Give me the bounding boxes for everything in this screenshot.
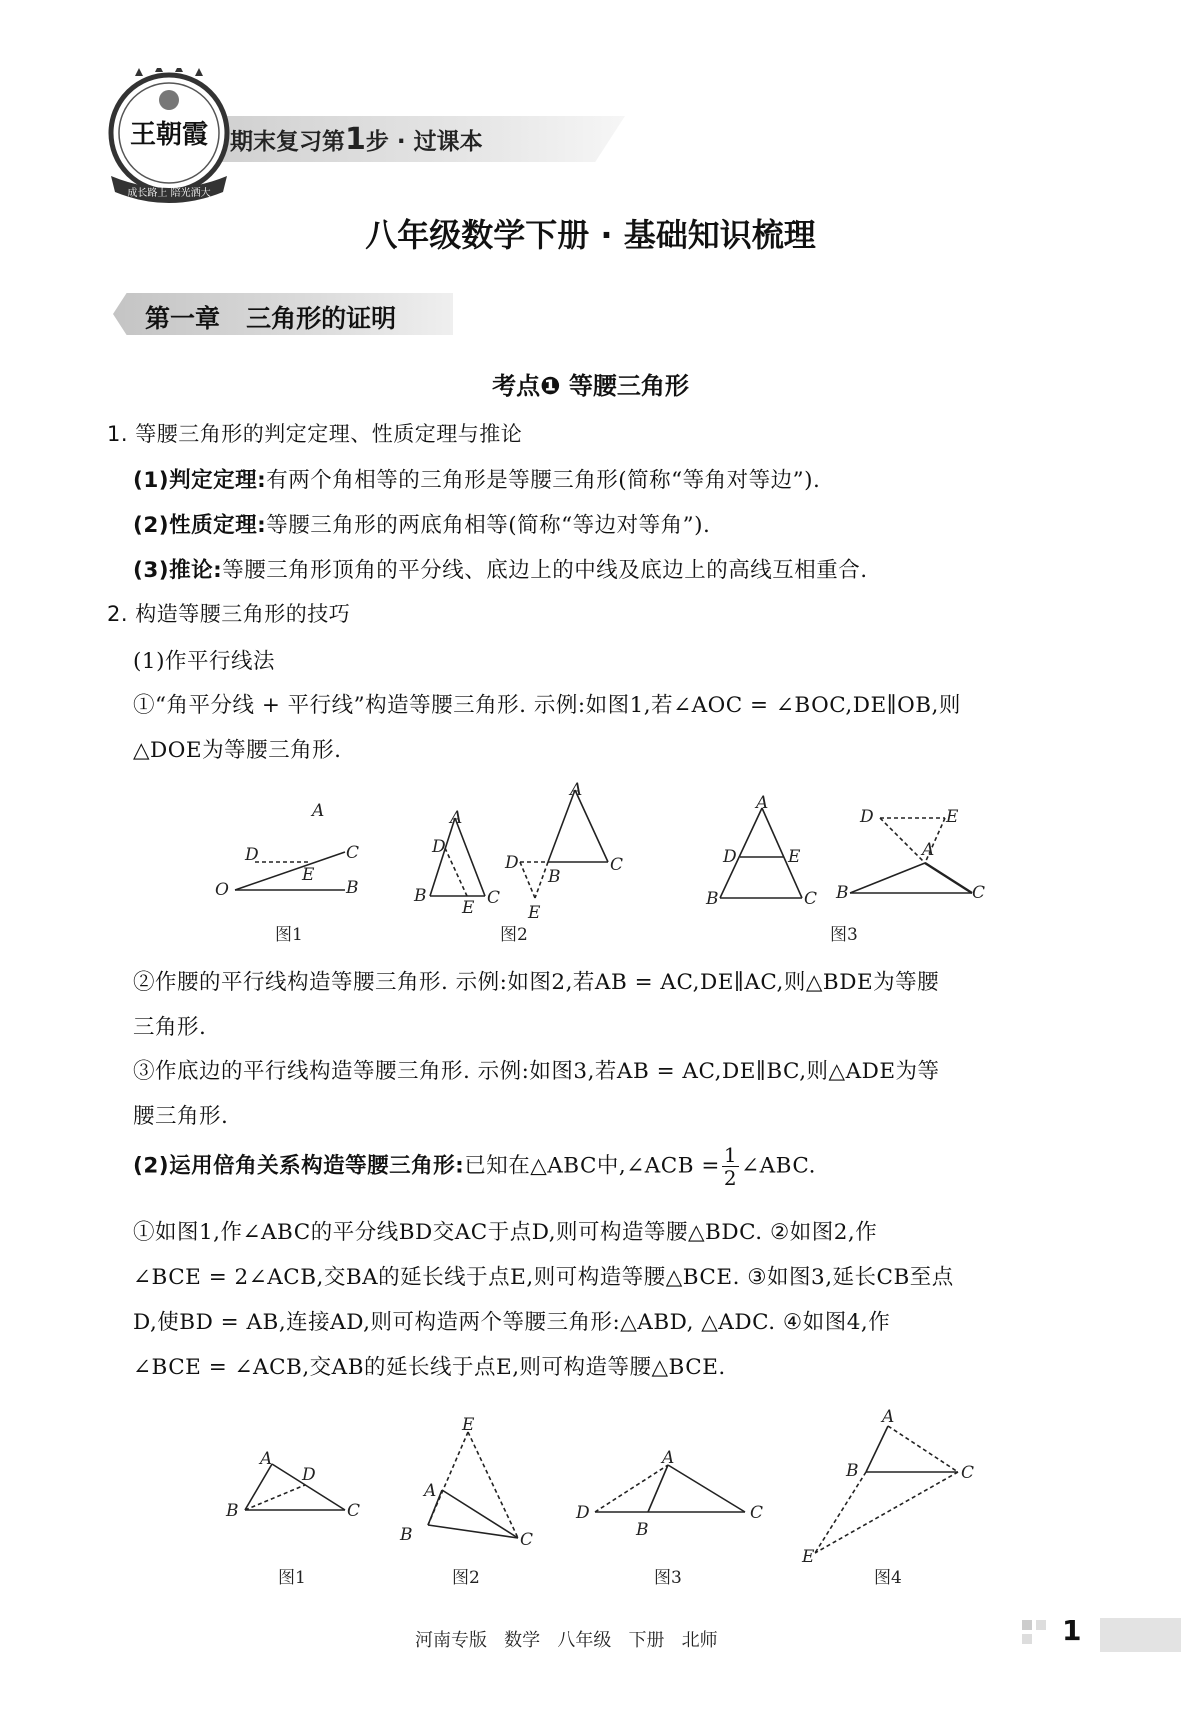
- row1-fig3-label-A2: A: [922, 840, 935, 860]
- row1-fig3-label-E2: E: [946, 807, 959, 827]
- row2-fig4-label-E: E: [802, 1547, 815, 1567]
- row1-fig2-label-B: B: [414, 886, 427, 906]
- row2-fig1-label-B: B: [226, 1501, 239, 1521]
- row1-fig2-label-A: A: [450, 808, 463, 828]
- row1-fig2-label-E: E: [462, 898, 475, 918]
- row2-caption-4: 图4: [874, 1568, 902, 1588]
- section2-p3-line2: 腰三角形.: [133, 1104, 229, 1129]
- row1-fig3-label-C: C: [804, 889, 818, 909]
- section2-sub2: (2)运用倍角关系构造等腰三角形:已知在△ABC中,∠ACB = $\frac{1}{2}$ ∠ABC.: [133, 1143, 816, 1190]
- row2-fig4: [801, 1407, 974, 1567]
- row1-fig2-label-A2: A: [570, 780, 583, 800]
- row2-fig3-label-A: A: [662, 1448, 675, 1468]
- header-band-text: 期末复习第1步 · 过课本: [230, 122, 483, 157]
- section1-item1: (1)判定定理:有两个角相等的三角形是等腰三角形(简称“等角对等边”).: [133, 468, 821, 493]
- row1-fig2-label-C: C: [487, 888, 501, 908]
- row2-fig4-label-A: A: [882, 1407, 895, 1427]
- row2-fig3-label-C: C: [750, 1503, 764, 1523]
- section2-heading: 2. 构造等腰三角形的技巧: [107, 602, 351, 626]
- row2-fig1-label-A: A: [260, 1449, 273, 1469]
- figures-row1: [0, 770, 1181, 950]
- header: [105, 68, 545, 208]
- page-number: 1: [1062, 1614, 1082, 1647]
- page-decoration: [1020, 1618, 1050, 1648]
- row1-fig3-label-A: A: [756, 793, 769, 813]
- row2-fig3-label-B: B: [636, 1520, 649, 1540]
- row1-fig1-label-E: E: [302, 865, 315, 885]
- row1-caption-2: 图2: [500, 925, 528, 945]
- section2-p2-line1: ②作腰的平行线构造等腰三角形. 示例:如图2,若AB = AC,DE∥AC,则△BDE为等腰: [133, 970, 940, 995]
- row1-fig1-label-B: B: [346, 878, 359, 898]
- chapter-title: 第一章 三角形的证明: [145, 304, 397, 333]
- row1-fig2: [413, 780, 623, 923]
- row1-fig2-label-D: D: [432, 837, 446, 857]
- section2-p3-line1: ③作底边的平行线构造等腰三角形. 示例:如图3,若AB = AC,DE∥BC,则△ADE为等: [133, 1059, 940, 1084]
- row2-fig3-label-D: D: [576, 1503, 590, 1523]
- section2-p1-line1: ①“角平分线 + 平行线”构造等腰三角形. 示例:如图1,若∠AOC = ∠BOC,DE∥OB,则: [133, 693, 961, 718]
- row1-fig2-label-B2: B: [548, 867, 561, 887]
- row2-fig1: [225, 1449, 360, 1521]
- row1-fig2-label-C2: C: [610, 855, 624, 875]
- row1-fig1-label-A: A: [312, 801, 325, 821]
- row2-caption-3: 图3: [654, 1568, 682, 1588]
- row1-fig3-label-B: B: [706, 889, 719, 909]
- section2-sub1: (1)作平行线法: [133, 649, 275, 674]
- row2-fig4-label-B: B: [846, 1461, 859, 1481]
- row1-caption-1: 图1: [275, 925, 303, 945]
- footer-text: 河南专版 数学 八年级 下册 北师: [415, 1630, 718, 1651]
- row2-fig2-label-C: C: [520, 1530, 534, 1550]
- row2-fig2-label-B: B: [400, 1525, 413, 1545]
- row1-fig3-label-D2: D: [860, 807, 874, 827]
- row1-fig1-label-D: D: [245, 845, 259, 865]
- row1-fig2-label-D2: D: [505, 853, 519, 873]
- logo-name: 王朝霞: [129, 120, 209, 150]
- row2-fig2-label-A: A: [424, 1481, 437, 1501]
- section2-p4-line1: ①如图1,作∠ABC的平分线BD交AC于点D,则可构造等腰△BDC. ②如图2,作: [133, 1220, 878, 1245]
- row1-fig1-label-C: C: [346, 843, 360, 863]
- row1-fig3-label-E: E: [788, 847, 801, 867]
- logo-seal: [105, 68, 235, 208]
- page-tab: [1100, 1618, 1181, 1652]
- row1-fig3-label-B2: B: [836, 883, 849, 903]
- row1-fig2-label-E2: E: [528, 903, 541, 923]
- row1-fig3-label-D: D: [723, 847, 737, 867]
- row2-fig3: [575, 1448, 763, 1540]
- section2-p1-line2: △DOE为等腰三角形.: [133, 738, 342, 763]
- row2-caption-1: 图1: [278, 1568, 306, 1588]
- row1-fig3-label-C2: C: [972, 883, 986, 903]
- logo-slogan: 成长路上 陪光洒大: [127, 188, 211, 199]
- section2-p4-line3: D,使BD = AB,连接AD,则可构造两个等腰三角形:△ABD, △ADC. ④如图4,作: [133, 1310, 891, 1335]
- row2-caption-2: 图2: [452, 1568, 480, 1588]
- topic-title: 考点❶ 等腰三角形: [492, 372, 689, 400]
- page-title: 八年级数学下册 · 基础知识梳理: [365, 216, 816, 254]
- row1-fig3: [705, 793, 985, 909]
- figures-row2: [0, 1390, 1181, 1600]
- section2-p4-line2: ∠BCE = 2∠ACB,交BA的延长线于点E,则可构造等腰△BCE. ③如图3,延长CB至点: [133, 1265, 954, 1290]
- row2-fig2: [399, 1415, 533, 1550]
- row1-fig1-label-O: O: [215, 880, 229, 900]
- row1-fig1: [215, 801, 359, 900]
- section1-item3: (3)推论:等腰三角形顶角的平分线、底边上的中线及底边上的高线互相重合.: [133, 558, 868, 583]
- fraction-one-half: $\frac{1}{2}$: [723, 1143, 738, 1190]
- row1-caption-3: 图3: [830, 925, 858, 945]
- section2-p4-line4: ∠BCE = ∠ACB,交AB的延长线于点E,则可构造等腰△BCE.: [133, 1355, 726, 1380]
- section1-item2: (2)性质定理:等腰三角形的两底角相等(简称“等边对等角”).: [133, 513, 711, 538]
- row2-fig1-label-C: C: [347, 1501, 361, 1521]
- row2-fig2-label-E: E: [462, 1415, 475, 1435]
- row2-fig4-label-C: C: [961, 1463, 975, 1483]
- row2-fig1-label-D: D: [302, 1465, 316, 1485]
- section1-heading: 1. 等腰三角形的判定定理、性质定理与推论: [107, 422, 523, 446]
- section2-p2-line2: 三角形.: [133, 1015, 207, 1040]
